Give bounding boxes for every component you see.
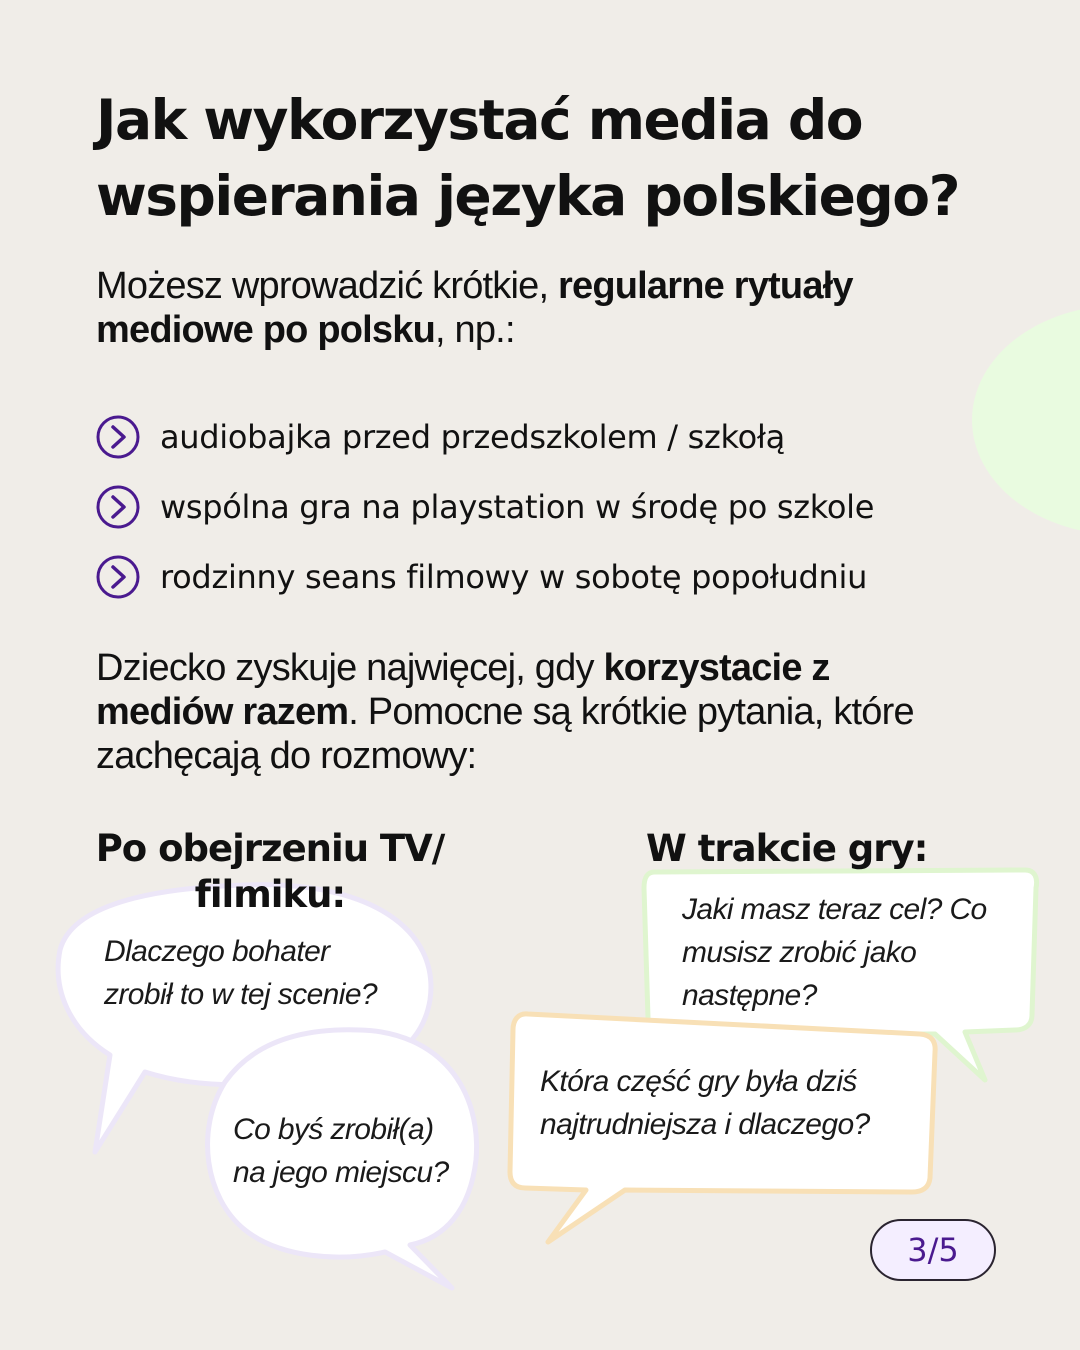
question-text: Dlaczego bohater zrobił to w tej scenie? (104, 935, 378, 1011)
intro-text-start: Możesz wprowadzić krótkie, (96, 265, 558, 307)
list-item-text: audiobajka przed przedszkolem / szkołą (160, 418, 785, 456)
paragraph-end: . Pomocne są krótkie pytania, które zachęcają do rozmowy: (96, 691, 914, 777)
question-text: Co byś zrobił(a) na jego miejscu? (233, 1113, 449, 1189)
paragraph-bold: korzystacie z mediów razem (96, 647, 830, 733)
during-game-heading: W trakcie gry: (646, 827, 928, 870)
list-item-text: wspólna gra na playstation w środę po szkole (160, 488, 875, 526)
question-text: Jaki masz teraz cel? Co musisz zrobić jako następne? (682, 893, 987, 1012)
after-tv-heading: Po obejrzeniu TV/ filmiku: (95, 827, 445, 916)
page-title: Jak wykorzystać media do wspierania języka polskiego? (96, 88, 959, 228)
intro-text-end: , np.: (435, 309, 515, 351)
question-text: Która część gry była dziś najtrudniejsza i dlaczego? (540, 1065, 870, 1141)
list-item-text: rodzinny seans filmowy w sobotę popołudniu (160, 558, 868, 596)
intro-text-bold: regularne rytuały mediowe po polsku (96, 265, 853, 351)
page-indicator: 3/5 (870, 1219, 996, 1281)
paragraph-start: Dziecko zyskuje najwięcej, gdy (96, 647, 604, 689)
